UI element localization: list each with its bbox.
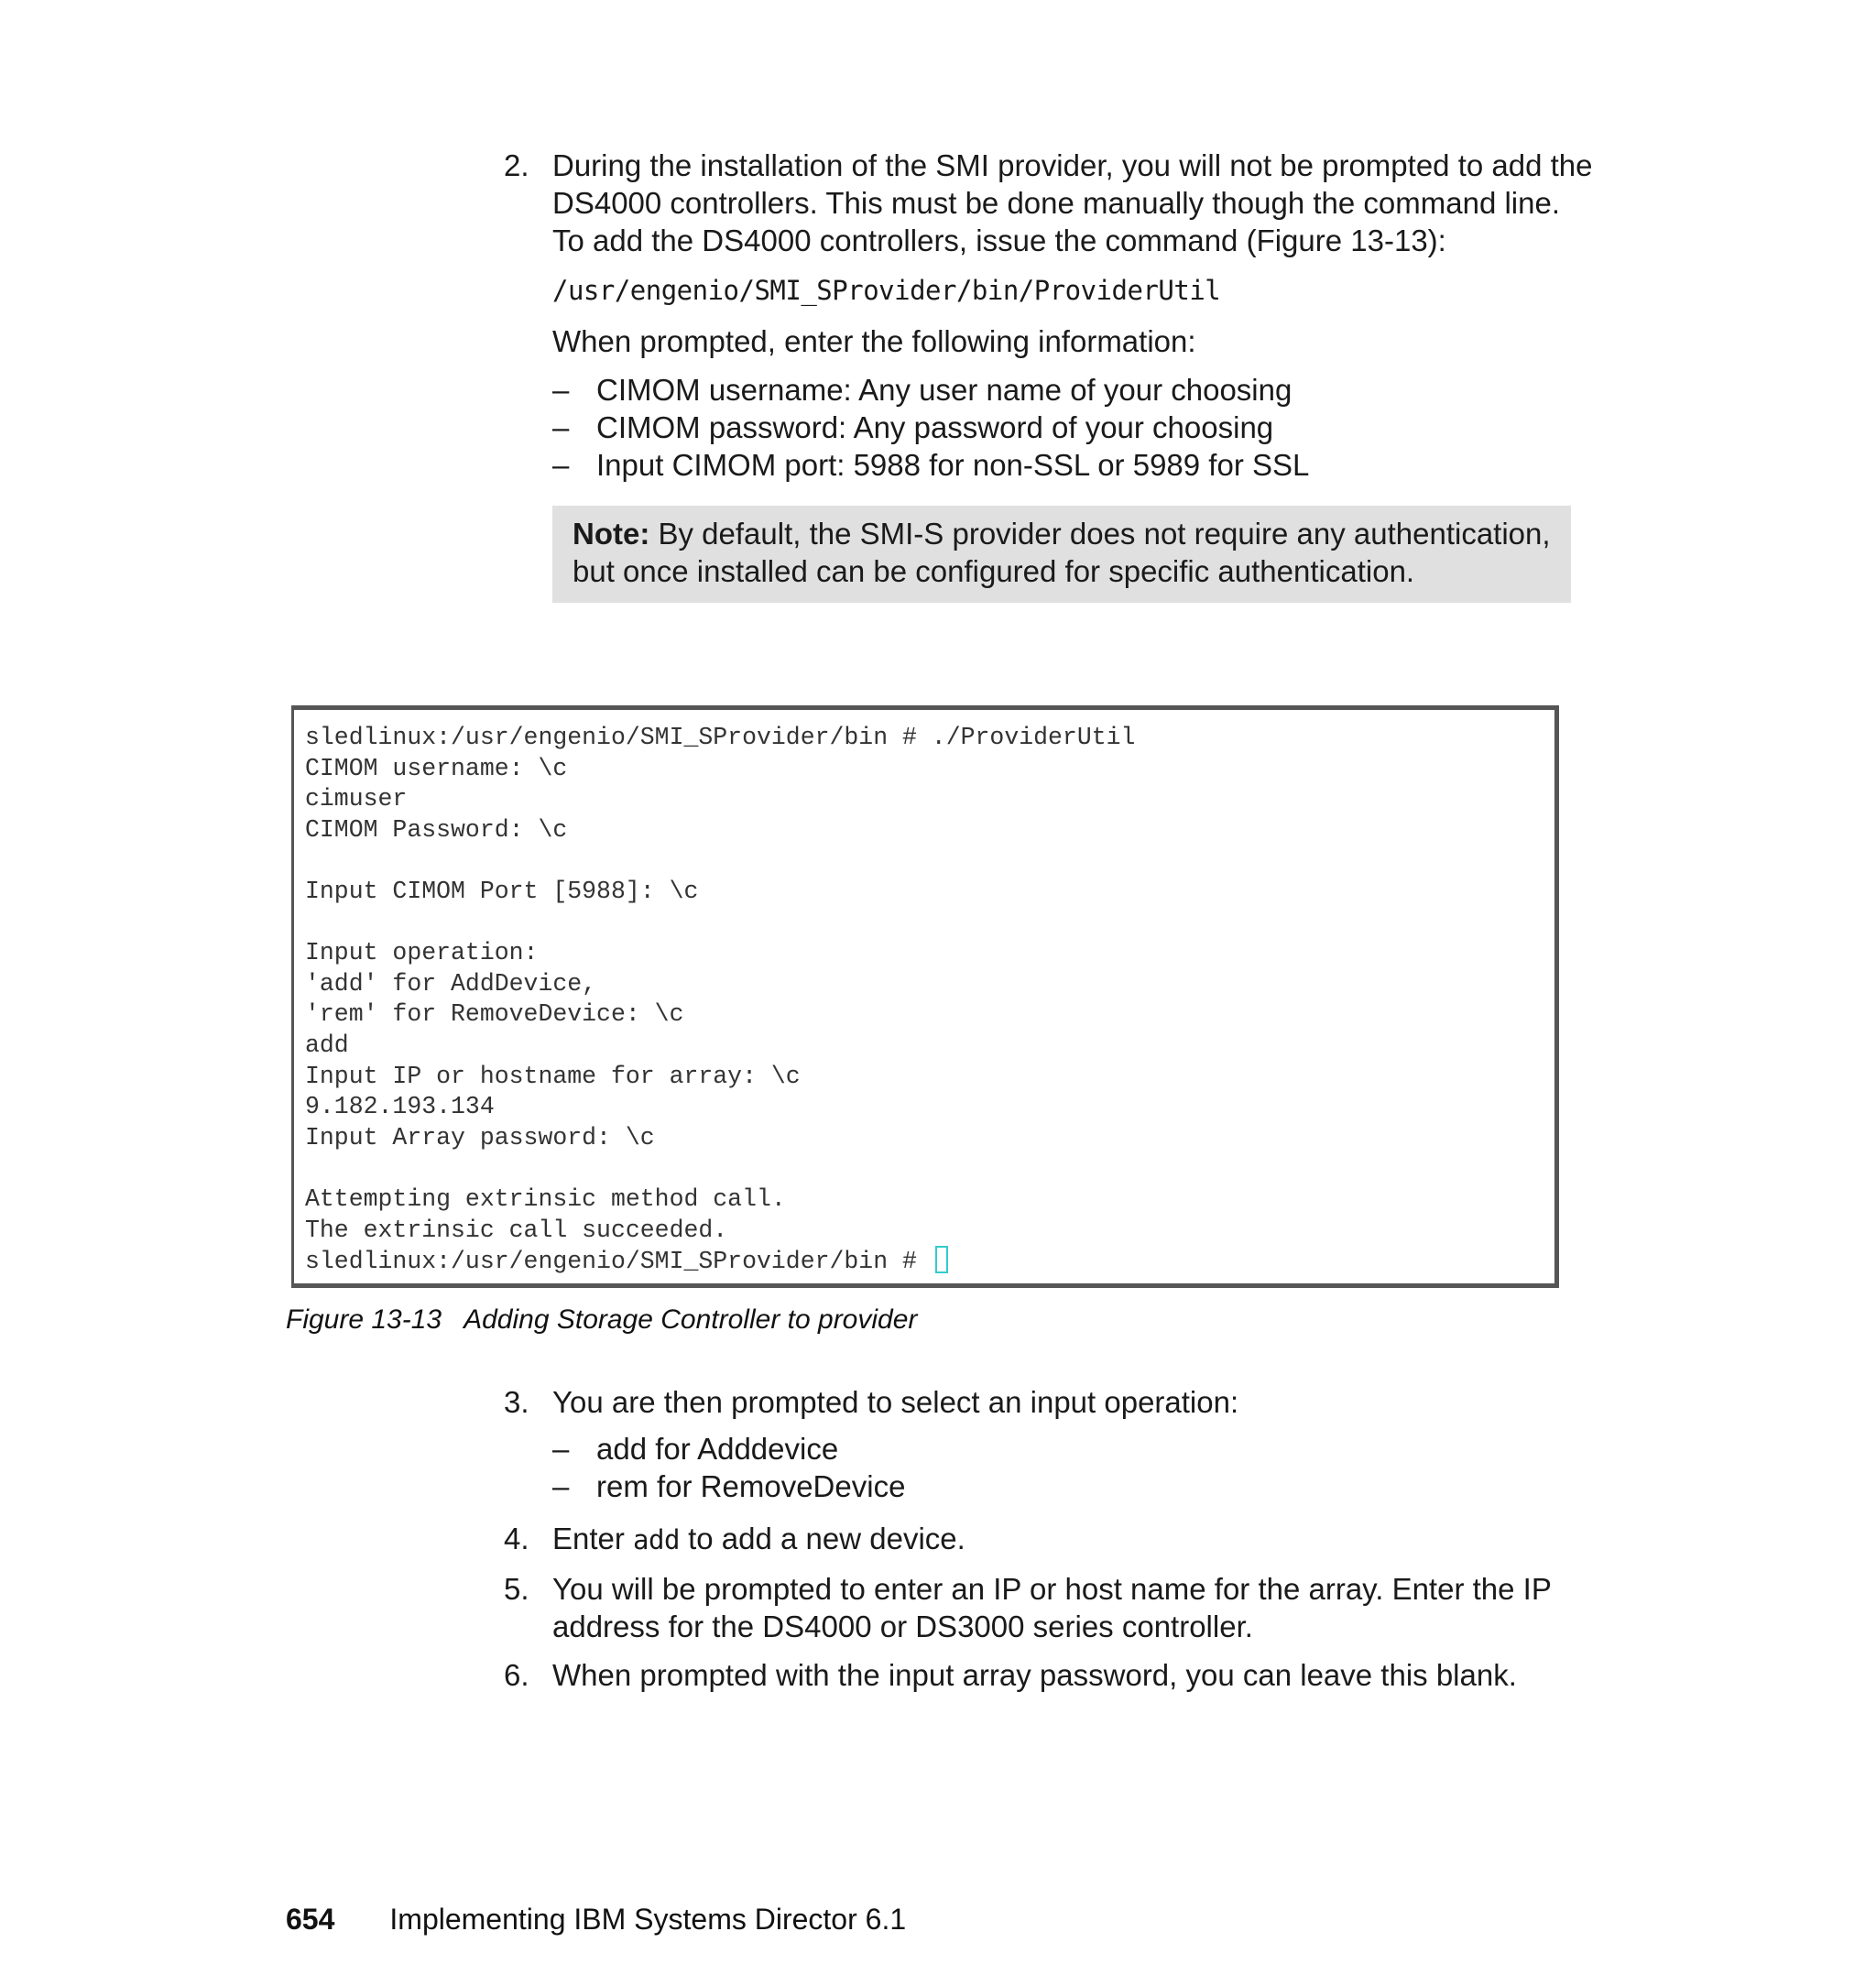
step-text-line: address for the DS4000 or DS3000 series controller. [552, 1610, 1253, 1643]
step-3-text: You are then prompted to select an input operation: [552, 1385, 1239, 1419]
list-item-text: CIMOM password: Any password of your choosing [596, 410, 1274, 444]
terminal-line: 'rem' for RemoveDevice: \c [305, 1000, 684, 1029]
list-item [552, 409, 1614, 446]
step-4-text [552, 1520, 1614, 1559]
note-text: By default, the SMI-S provider does not require any authentication, [649, 517, 1551, 551]
terminal-line: Attempting extrinsic method call. [305, 1184, 786, 1213]
step-4-after: to add a new device. [679, 1522, 965, 1555]
step-number: 3. [504, 1385, 529, 1419]
book-title: Implementing IBM Systems Director 6.1 [389, 1903, 907, 1936]
terminal-output [305, 723, 1554, 1278]
terminal-line: 9.182.193.134 [305, 1093, 495, 1121]
step-6 [504, 1656, 1614, 1694]
terminal-line: Input operation: [305, 939, 539, 967]
terminal-cursor [935, 1246, 948, 1273]
step-number: 6. [504, 1658, 529, 1692]
step-text-line: DS4000 controllers. This must be done manually though the command line. [552, 186, 1561, 220]
figure-caption [286, 1304, 917, 1337]
step-2-text [552, 147, 1614, 259]
step-4-before: Enter [552, 1522, 634, 1555]
terminal-line: CIMOM Password: \c [305, 815, 568, 844]
step-number: 5. [504, 1572, 529, 1606]
terminal-last-line [305, 1246, 1554, 1278]
step-number: 4. [504, 1522, 529, 1555]
page-footer [286, 1901, 906, 1937]
operation-list [552, 1430, 1614, 1505]
prompt-intro: When prompted, enter the following information: [552, 324, 1196, 358]
terminal-line [305, 908, 1554, 939]
terminal-line [305, 846, 1554, 877]
step-number: 2. [504, 148, 529, 182]
step-text-line: To add the DS4000 controllers, issue the command (Figure 13-13): [552, 224, 1446, 257]
terminal-line: The extrinsic call succeeded. [305, 1216, 728, 1244]
list-item-text: Input CIMOM port: 5988 for non-SSL or 5989 for SSL [596, 448, 1310, 482]
list-item [552, 1468, 1614, 1505]
note-line-2: but once installed can be configured for specific authentication. [573, 554, 1415, 588]
command-line: /usr/engenio/SMI_SProvider/bin/ProviderUtil [552, 275, 1221, 306]
list-item-text: add for Adddevice [596, 1432, 839, 1466]
list-item-text: CIMOM username: Any user name of your choosing [596, 373, 1292, 407]
prompt-info-list [552, 371, 1614, 484]
terminal-line: Input IP or hostname for array: \c [305, 1062, 801, 1090]
step-2 [504, 147, 1614, 603]
page-number: 654 [286, 1903, 335, 1936]
terminal-line: add [305, 1031, 349, 1059]
figure-number: Figure 13-13 [286, 1304, 442, 1335]
list-item [552, 446, 1614, 484]
list-item-text: rem for RemoveDevice [596, 1469, 906, 1503]
note-line-1 [573, 515, 1551, 552]
inline-code: add [633, 1524, 680, 1555]
terminal-line: 'add' for AddDevice, [305, 969, 597, 998]
terminal-line: cimuser [305, 785, 408, 813]
step-3 [504, 1383, 1614, 1505]
step-5 [504, 1570, 1614, 1645]
dash-bullet: – [552, 1432, 570, 1466]
note-box [552, 506, 1571, 603]
note-label: Note: [573, 517, 650, 551]
step-6-text: When prompted with the input array password, you can leave this blank. [552, 1658, 1517, 1692]
step-4 [504, 1520, 1614, 1559]
step-text-line: You will be prompted to enter an IP or host name for the array. Enter the IP [552, 1572, 1552, 1606]
terminal-line: Input Array password: \c [305, 1123, 655, 1151]
dash-bullet: – [552, 1469, 570, 1503]
list-item [552, 371, 1614, 409]
list-item [552, 1430, 1614, 1468]
terminal-line [305, 1153, 1554, 1184]
terminal-figure [291, 705, 1559, 1288]
terminal-prompt: sledlinux:/usr/engenio/SMI_SProvider/bin # [305, 1248, 932, 1276]
step-text-line: During the installation of the SMI provider, you will not be prompted to add the [552, 148, 1593, 182]
dash-bullet: – [552, 410, 570, 444]
upper-content [504, 147, 1614, 614]
figure-caption-text: Adding Storage Controller to provider [464, 1304, 918, 1335]
terminal-line: Input CIMOM Port [5988]: \c [305, 877, 699, 905]
dash-bullet: – [552, 448, 570, 482]
terminal-line: sledlinux:/usr/engenio/SMI_SProvider/bin # ./ProviderUtil [305, 724, 1136, 751]
terminal-line: CIMOM username: \c [305, 754, 568, 782]
dash-bullet: – [552, 373, 570, 407]
lower-content [504, 1383, 1614, 1705]
